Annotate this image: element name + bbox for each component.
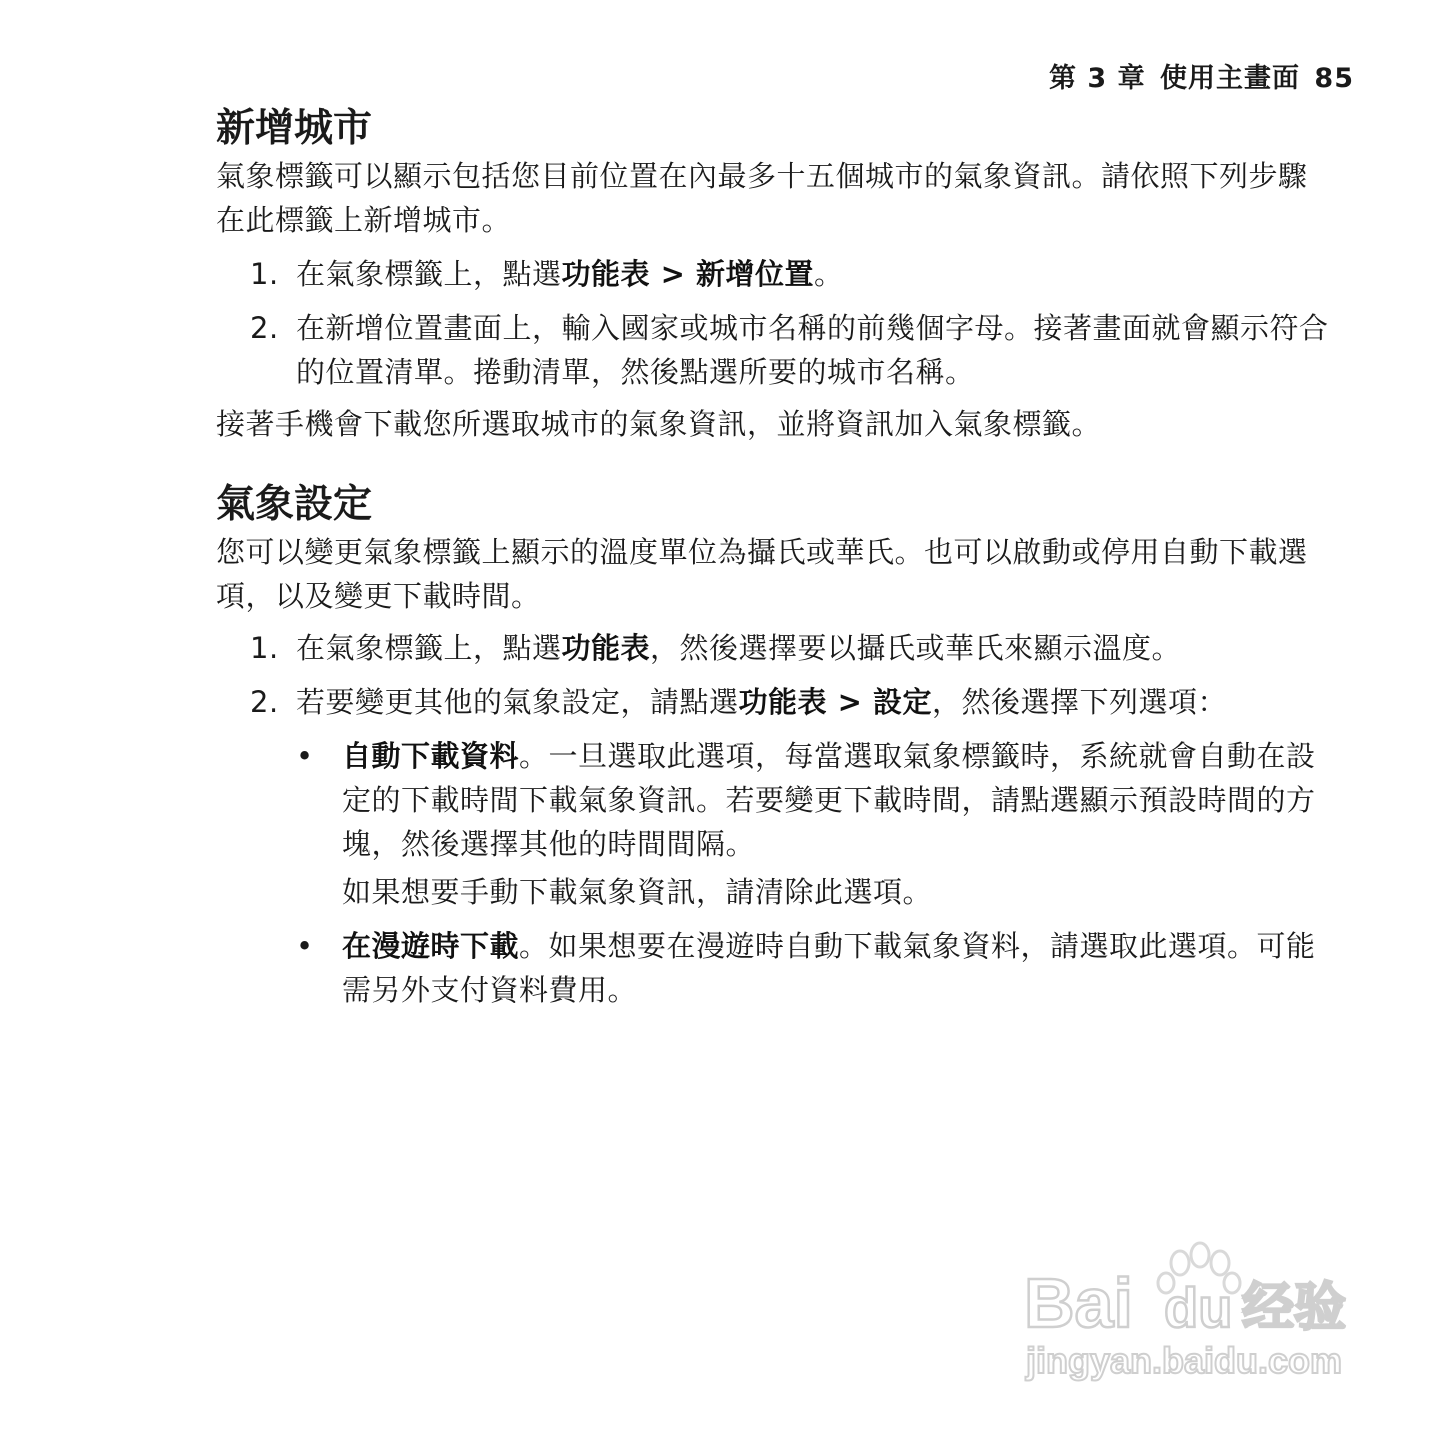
watermark-cn: 经验 (1242, 1278, 1347, 1338)
watermark-url: jingyan.baidu.com (1026, 1340, 1343, 1381)
list-text: 若要變更其他的氣象設定，請點選功能表 > 設定，然後選擇下列選項： (296, 685, 1228, 719)
bullet-text: 在漫遊時下載。如果想要在漫遊時自動下載氣象資料，請選取此選項。可能需另外支付資料費用。 (342, 929, 1316, 1007)
list-item (250, 626, 1330, 670)
watermark-brand-du: du (1164, 1276, 1233, 1339)
menu-term: 設定 (873, 685, 933, 719)
section-intro-weather-settings: 您可以變更氣象標籤上顯示的溫度單位為攝氏或華氏。也可以啟動或停用自動下載選項，以及變更下載時間。 (216, 535, 1308, 613)
section-intro-add-city: 氣象標籤可以顯示包括您目前位置在內最多十五個城市的氣象資訊。請依照下列步驟在此標籤上新增城市。 (216, 159, 1308, 237)
bullet-text: 自動下載資料。一旦選取此選項，每當選取氣象標籤時，系統就會自動在設定的下載時間下載氣象資訊。若要變更下載時間，請點選顯示預設時間的方塊，然後選擇其他的時間間隔。 (342, 739, 1316, 861)
watermark-brand: Bai (1024, 1264, 1133, 1342)
list-item (250, 252, 1330, 296)
chapter-label: 第 3 章 (1049, 63, 1146, 94)
menu-term: 功能表 (561, 631, 651, 665)
list-item (250, 306, 1330, 394)
bullet-dot: • (296, 929, 314, 963)
menu-term: 功能表 (738, 685, 828, 719)
list-text: 在氣象標籤上，點選功能表，然後選擇要以攝氏或華氏來顯示溫度。 (296, 631, 1182, 665)
list-number: 2. (250, 311, 279, 345)
menu-term: 新增位置 (696, 257, 815, 291)
bullet-item (296, 924, 1330, 1012)
list-item (250, 680, 1330, 724)
bullet-dot: • (296, 739, 314, 773)
bullet-extra-text: 如果想要手動下載氣象資訊，請清除此選項。 (342, 875, 933, 909)
option-term: 在漫遊時下載 (342, 929, 520, 963)
page-number: 85 (1314, 63, 1354, 94)
page-header (1045, 56, 1354, 95)
list-text: 在新增位置畫面上，輸入國家或城市名稱的前幾個字母。接著畫面就會顯示符合的位置清單。捲動清單，然後點選所要的城市名稱。 (296, 311, 1329, 389)
menu-term: 功能表 (561, 257, 651, 291)
list-number: 2. (250, 685, 279, 719)
section-heading-weather-settings: 氣象設定 (216, 482, 373, 527)
list-number: 1. (250, 257, 279, 291)
list-text: 在氣象標籤上，點選功能表 > 新增位置。 (296, 257, 844, 291)
list-number: 1. (250, 631, 279, 665)
chapter-title: 使用主畫面 (1160, 63, 1301, 94)
section-outro-add-city: 接著手機會下載您所選取城市的氣象資訊，並將資訊加入氣象標籤。 (216, 407, 1102, 441)
baidu-watermark-logo (1020, 1225, 1360, 1395)
bullet-item (296, 734, 1330, 866)
section-heading-add-city: 新增城市 (216, 106, 373, 151)
option-term: 自動下載資料 (342, 739, 520, 773)
